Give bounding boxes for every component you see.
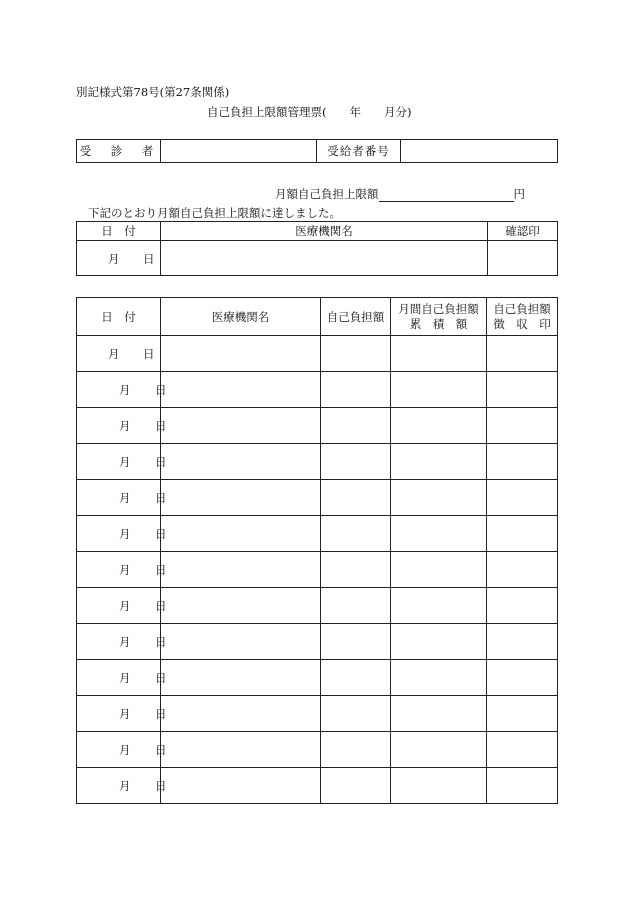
log-stamp-cell[interactable] [487, 552, 558, 588]
table-row [77, 552, 558, 588]
log-stamp-cell[interactable] [487, 732, 558, 768]
log-facility-cell[interactable] [161, 732, 321, 768]
table-row [77, 588, 558, 624]
table-row [77, 732, 558, 768]
log-date-cell[interactable] [77, 588, 167, 624]
log-header-collected [487, 298, 558, 336]
log-header-collected-line1: 自己負担額 [493, 301, 551, 316]
log-facility-cell[interactable] [161, 480, 321, 516]
month-label: 月 [119, 563, 131, 577]
day-label: 日 [155, 491, 167, 505]
log-stamp-cell[interactable] [487, 696, 558, 732]
day-label: 日 [155, 779, 167, 793]
log-facility-cell[interactable] [161, 444, 321, 480]
log-table [76, 297, 558, 804]
confirm-header-stamp: 確認印 [488, 222, 558, 241]
log-copay-cell[interactable] [321, 696, 391, 732]
log-stamp-cell[interactable] [487, 372, 558, 408]
month-label: 月 [119, 671, 131, 685]
log-cumulative-cell[interactable] [391, 732, 487, 768]
month-label: 月 [119, 491, 131, 505]
log-facility-cell[interactable] [161, 768, 321, 804]
limit-unit: 円 [513, 187, 525, 201]
table-row [77, 696, 558, 732]
log-copay-cell[interactable] [321, 480, 391, 516]
log-copay-cell[interactable] [321, 336, 391, 372]
log-stamp-cell[interactable] [487, 516, 558, 552]
limit-amount-field[interactable] [379, 189, 514, 202]
month-label: 月 [108, 252, 120, 266]
log-cumulative-cell[interactable] [391, 552, 487, 588]
patient-table [76, 139, 558, 163]
log-stamp-cell[interactable] [487, 768, 558, 804]
table-row [77, 516, 558, 552]
table-row [77, 408, 558, 444]
month-label: 月 [119, 455, 131, 469]
confirm-date-cell[interactable] [77, 241, 161, 276]
log-copay-cell[interactable] [321, 372, 391, 408]
log-cumulative-cell[interactable] [391, 480, 487, 516]
log-facility-cell[interactable] [161, 336, 321, 372]
log-cumulative-cell[interactable] [391, 588, 487, 624]
patient-label: 受 診 者 [77, 140, 161, 163]
month-label: 月 [119, 707, 131, 721]
log-cumulative-cell[interactable] [391, 336, 487, 372]
log-facility-cell[interactable] [161, 624, 321, 660]
day-label: 日 [155, 455, 167, 469]
log-cumulative-cell[interactable] [391, 408, 487, 444]
day-label: 日 [155, 671, 167, 685]
table-row [77, 372, 558, 408]
log-header-cumulative [391, 298, 487, 336]
month-label: 月 [119, 599, 131, 613]
log-cumulative-cell[interactable] [391, 696, 487, 732]
limit-label: 月額自己負担上限額 [275, 187, 379, 201]
log-stamp-cell[interactable] [487, 336, 558, 372]
log-copay-cell[interactable] [321, 552, 391, 588]
confirm-stamp-cell[interactable] [488, 241, 558, 276]
log-facility-cell[interactable] [161, 408, 321, 444]
recipient-number-label: 受給者番号 [317, 140, 401, 163]
log-date-cell[interactable] [77, 516, 167, 552]
log-facility-cell[interactable] [161, 660, 321, 696]
log-date-cell[interactable] [77, 552, 167, 588]
log-stamp-cell[interactable] [487, 660, 558, 696]
reached-note: 下記のとおり月額自己負担上限額に達しました。 [88, 206, 341, 220]
table-row [77, 624, 558, 660]
month-label: 月 [119, 635, 131, 649]
log-copay-cell[interactable] [321, 444, 391, 480]
month-label: 月 [119, 383, 131, 397]
log-cumulative-cell[interactable] [391, 624, 487, 660]
log-date-cell[interactable] [77, 444, 167, 480]
log-date-cell[interactable] [77, 732, 167, 768]
log-facility-cell[interactable] [161, 588, 321, 624]
log-cumulative-cell[interactable] [391, 768, 487, 804]
log-date-cell[interactable] [77, 696, 167, 732]
log-header-date: 日 付 [77, 298, 161, 336]
log-facility-cell[interactable] [161, 372, 321, 408]
log-copay-cell[interactable] [321, 408, 391, 444]
limit-line [275, 186, 555, 202]
log-copay-cell[interactable] [321, 732, 391, 768]
log-header-collected-line2: 徴 収 印 [493, 316, 551, 331]
log-header-facility: 医療機関名 [161, 298, 321, 336]
log-cumulative-cell[interactable] [391, 516, 487, 552]
log-date-cell[interactable] [77, 408, 167, 444]
form-reference: 別記様式第78号(第27条関係) [76, 85, 230, 99]
log-facility-cell[interactable] [161, 516, 321, 552]
day-label: 日 [155, 527, 167, 541]
log-date-cell[interactable] [77, 336, 161, 372]
table-row [77, 480, 558, 516]
log-copay-cell[interactable] [321, 768, 391, 804]
log-stamp-cell[interactable] [487, 588, 558, 624]
day-label: 日 [155, 707, 167, 721]
log-header-cumulative-line2: 累 積 額 [409, 316, 468, 331]
confirm-facility-cell[interactable] [161, 241, 488, 276]
table-row [77, 768, 558, 804]
month-label: 月 [119, 779, 131, 793]
log-date-cell[interactable] [77, 660, 167, 696]
log-date-cell[interactable] [77, 480, 167, 516]
confirm-header-facility: 医療機関名 [161, 222, 488, 241]
month-label: 月 [119, 527, 131, 541]
log-copay-cell[interactable] [321, 624, 391, 660]
log-cumulative-cell[interactable] [391, 660, 487, 696]
log-date-cell[interactable] [77, 372, 167, 408]
month-label: 月 [108, 347, 120, 361]
recipient-number-cell[interactable] [401, 140, 558, 163]
month-label: 月 [119, 743, 131, 757]
page-title: 自己負担上限額管理票( 年 月分) [207, 105, 412, 119]
day-label: 日 [155, 743, 167, 757]
log-header-copay: 自己負担額 [321, 298, 391, 336]
log-date-cell[interactable] [77, 768, 167, 804]
log-header-cumulative-line1: 月間自己負担額 [398, 301, 479, 316]
log-facility-cell[interactable] [161, 696, 321, 732]
day-label: 日 [143, 252, 155, 266]
log-cumulative-cell[interactable] [391, 372, 487, 408]
confirm-table [76, 221, 558, 276]
confirm-header-date: 日 付 [77, 222, 161, 241]
day-label: 日 [155, 635, 167, 649]
log-stamp-cell[interactable] [487, 624, 558, 660]
table-row [77, 336, 558, 372]
log-copay-cell[interactable] [321, 588, 391, 624]
day-label: 日 [155, 563, 167, 577]
log-copay-cell[interactable] [321, 516, 391, 552]
day-label: 日 [155, 599, 167, 613]
log-stamp-cell[interactable] [487, 480, 558, 516]
log-cumulative-cell[interactable] [391, 444, 487, 480]
table-row [77, 444, 558, 480]
log-stamp-cell[interactable] [487, 444, 558, 480]
log-copay-cell[interactable] [321, 660, 391, 696]
month-label: 月 [119, 419, 131, 433]
log-stamp-cell[interactable] [487, 408, 558, 444]
day-label: 日 [155, 383, 167, 397]
day-label: 日 [143, 347, 155, 361]
log-facility-cell[interactable] [161, 552, 321, 588]
log-date-cell[interactable] [77, 624, 167, 660]
day-label: 日 [155, 419, 167, 433]
patient-name-cell[interactable] [161, 140, 317, 163]
table-row [77, 660, 558, 696]
